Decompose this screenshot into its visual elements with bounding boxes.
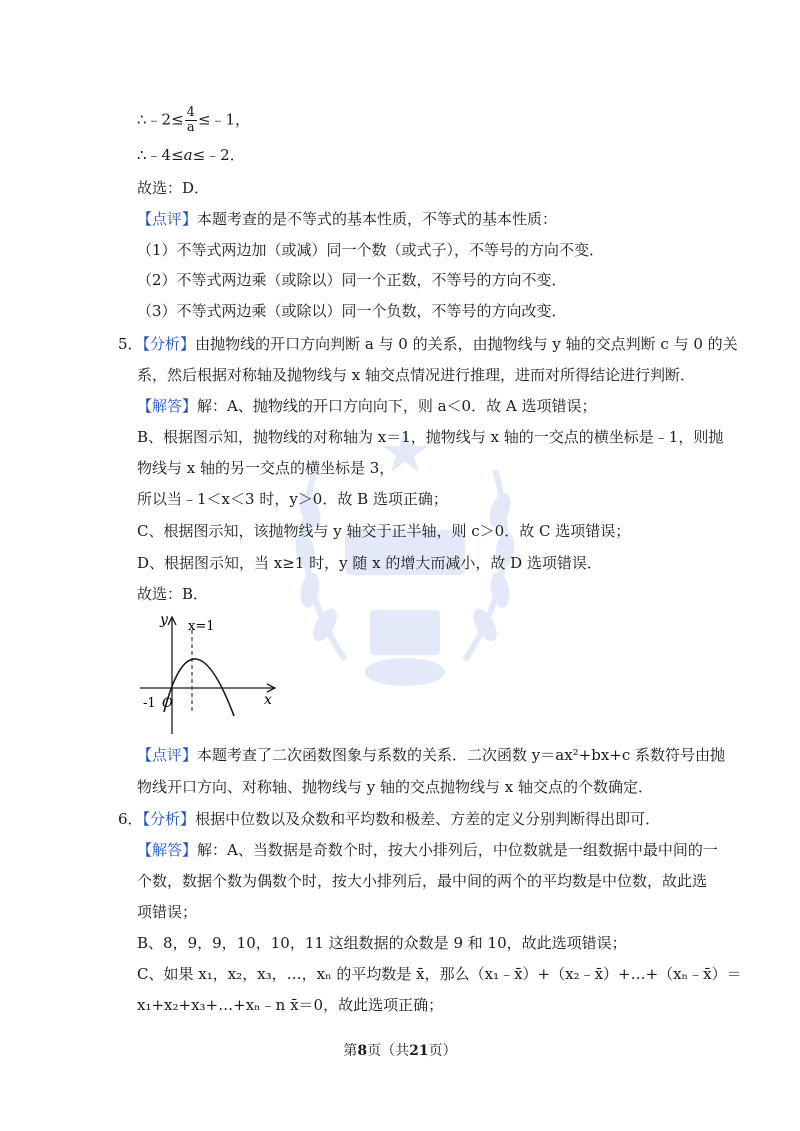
solution-6-b: B、8，9，9，10，10，11 这组数据的众数是 9 和 10，故此选项错误；: [137, 934, 627, 952]
question-5-analysis: 5．【分析】由抛物线的开口方向判断 a 与 0 的关系，由抛物线与 y 轴的交点判断 c 与 0 的关: [118, 335, 738, 353]
x-label: x: [264, 692, 272, 708]
comment-tag: 【点评】: [137, 210, 198, 228]
solution-tag: 【解答】: [137, 841, 198, 859]
page-number: 8: [357, 1043, 368, 1059]
solution-6-a-cont: 个数，数据个数为偶数个时，按大小排列后，最中间的两个的平均数是中位数，故此选: [137, 872, 708, 890]
solution-6-c: C、如果 x₁，x₂，x₃，…，xₙ 的平均数是 x̄，那么（x₁﹣x̄）+（x₂﹣x̄）+…+（xₙ﹣x̄）＝: [137, 965, 742, 983]
comment-tag: 【点评】: [137, 746, 198, 764]
question-6-analysis: 6．【分析】根据中位数以及众数和平均数和极差、方差的定义分别判断得出即可．: [118, 810, 661, 828]
symmetry-axis-label: x=1: [188, 619, 215, 634]
question-5-solution: 【解答】解：A、抛物线的开口方向向下，则 a＜0．故 A 选项错误；: [137, 397, 597, 415]
question-5-analysis-cont: 系，然后根据对称轴及抛物线与 x 轴交点情况进行推理，进而对所得结论进行判断．: [137, 366, 695, 384]
y-label: y: [160, 612, 168, 628]
comment-5: 【点评】本题考查了二次函数图象与系数的关系．二次函数 y＝ax²+bx+c 系数符号由抛: [137, 746, 726, 764]
origin-label: O: [162, 696, 173, 711]
neg-one-label: -1: [143, 696, 156, 711]
inequality-line-1: ∴﹣2≤ $\frac{4}{a}$ ≤﹣1，: [137, 105, 251, 135]
solution-5-b-result: 所以当﹣1＜x＜3 时，y＞0．故 B 选项正确；: [137, 490, 448, 508]
solution-6-a-end: 项错误；: [137, 903, 198, 921]
answer-line-4: 故选：D．: [137, 179, 210, 197]
solution-tag: 【解答】: [137, 397, 198, 415]
solution-5-b-cont: 物线与 x 轴的另一交点的横坐标是 3，: [137, 459, 395, 477]
answer-line-5: 故选：B．: [137, 585, 209, 603]
comment-4-item-2: （2）不等式两边乘（或除以）同一个正数，不等号的方向不变．: [137, 271, 567, 289]
solution-5-b: B、根据图示知，抛物线的对称轴为 x＝1，抛物线与 x 轴的一交点的横坐标是﹣1，则抛: [137, 428, 724, 446]
solution-5-c: C、根据图示知，该抛物线与 y 轴交于正半轴，则 c＞0．故 C 选项错误；: [137, 522, 631, 540]
question-6-solution: 【解答】解：A、当数据是奇数个时，按大小排列后，中位数就是一组数据中最中间的一: [137, 841, 718, 859]
comment-5-cont: 物线开口方向、对称轴、抛物线与 y 轴的交点抛物线与 x 轴交点的个数确定．: [137, 778, 654, 796]
page-total: 21: [409, 1043, 429, 1059]
inequality-line-2: ∴﹣4≤a≤﹣2．: [137, 146, 245, 164]
fraction-4-over-a: $\frac{4}{a}$: [186, 105, 195, 135]
page-footer: 第8页（共21页）: [343, 1043, 457, 1059]
parabola-graph: [138, 612, 283, 740]
comment-4-item-3: （3）不等式两边乘（或除以）同一个负数，不等号的方向改变．: [137, 302, 567, 320]
analysis-tag: 【分析】: [142, 810, 196, 828]
analysis-tag: 【分析】: [142, 335, 196, 353]
solution-5-d: D、根据图示知，当 x≥1 时，y 随 x 的增大而减小，故 D 选项错误．: [137, 554, 602, 572]
solution-6-c-cont: x₁+x₂+x₃+…+xₙ﹣n x̄＝0，故此选项正确；: [137, 996, 444, 1014]
comment-4-item-1: （1）不等式两边加（或减）同一个数（或式子），不等号的方向不变．: [137, 241, 605, 259]
comment-4-heading: 【点评】本题考查的是不等式的基本性质，不等式的基本性质：: [137, 210, 558, 228]
